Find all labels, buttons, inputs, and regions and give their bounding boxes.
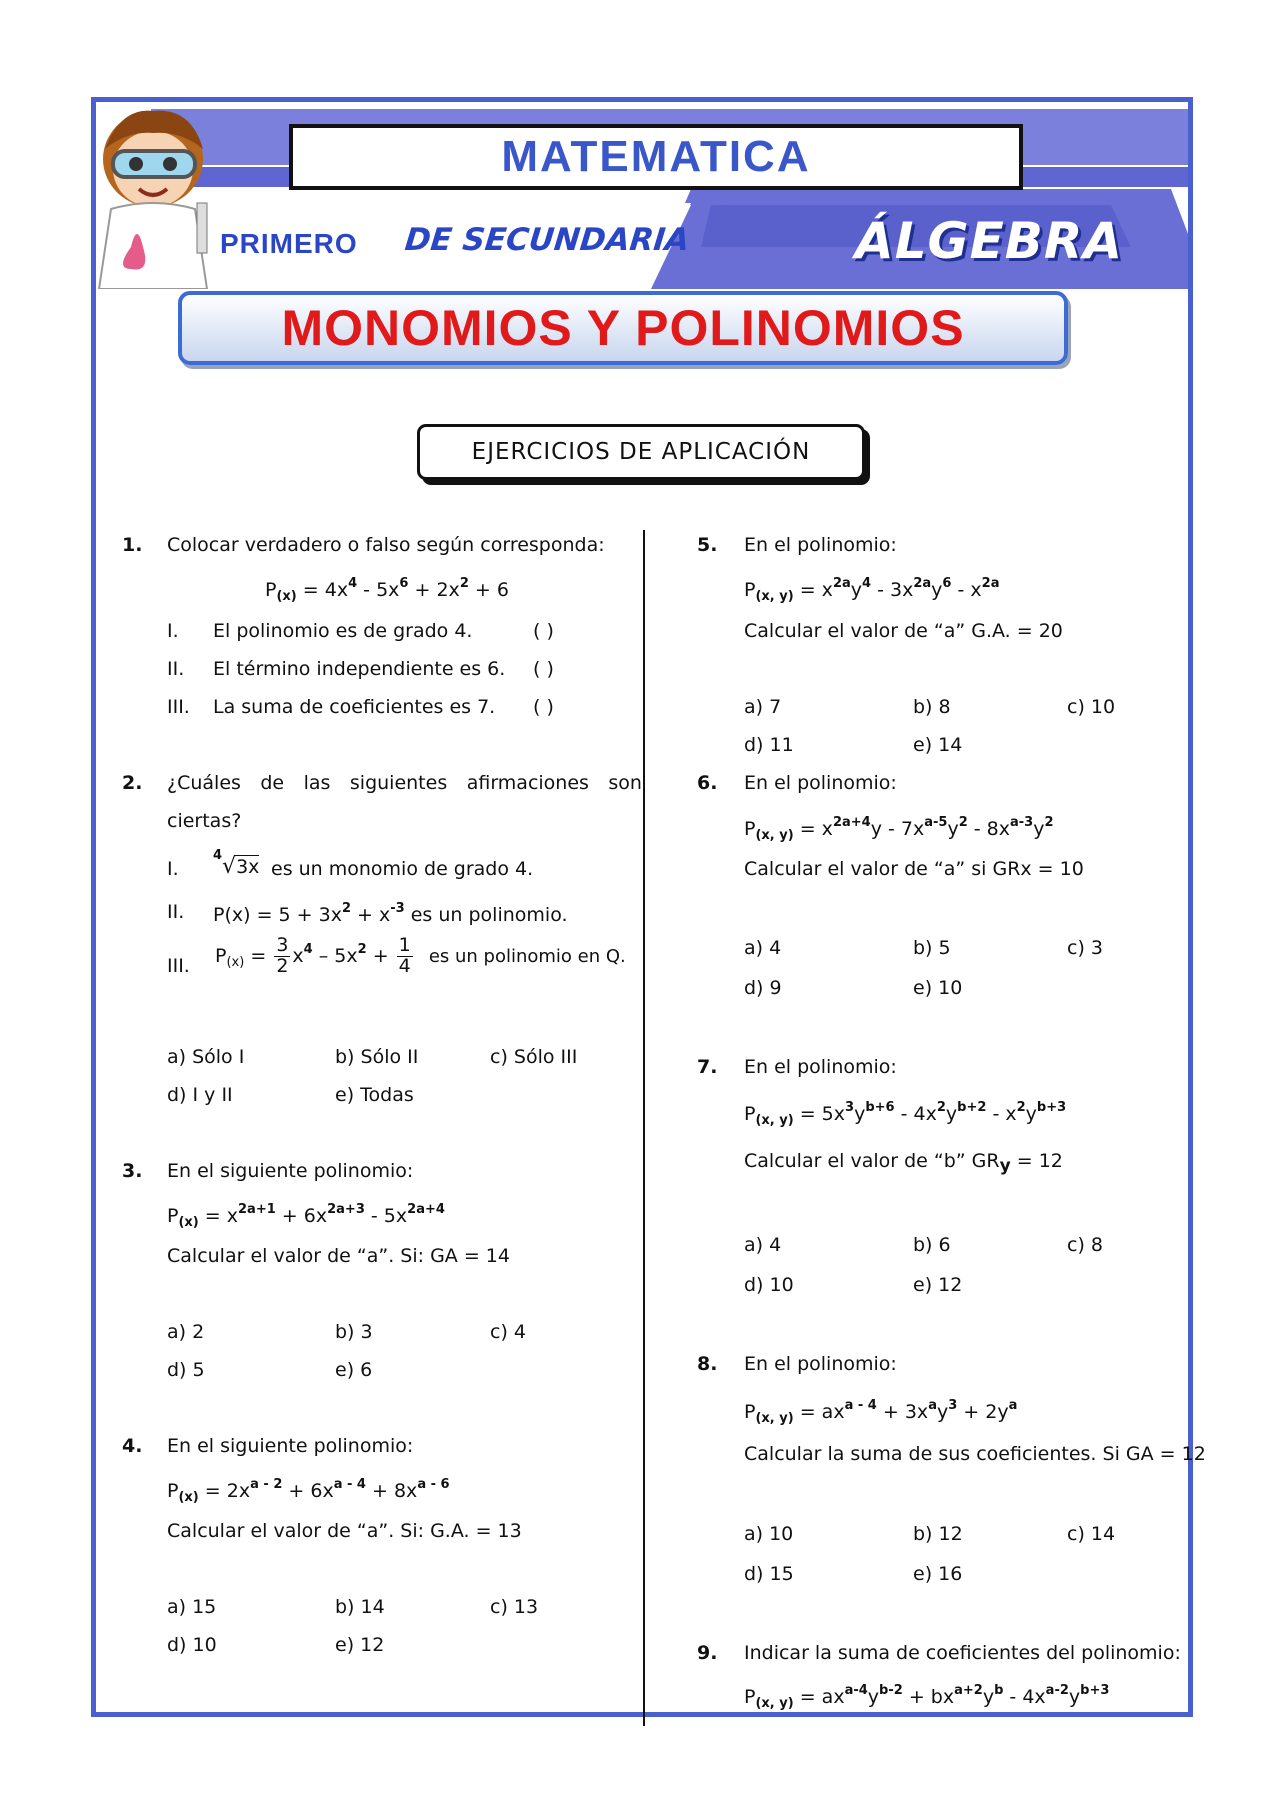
q4-option-b[interactable]: b) 14: [335, 1596, 385, 1618]
q1-item-2-num: II.: [167, 658, 185, 680]
q5-option-e[interactable]: e) 14: [913, 734, 963, 756]
q3-option-d[interactable]: d) 5: [167, 1359, 205, 1381]
q2-item-1-radical: $^4$√3x: [213, 848, 260, 879]
q7-calc: Calcular el valor de “b” GRy = 12: [744, 1150, 1063, 1176]
q7-text: En el polinomio:: [744, 1056, 897, 1078]
q6-option-e[interactable]: e) 10: [913, 977, 963, 999]
topic-title: MONOMIOS Y POLINOMIOS: [178, 291, 1068, 365]
q5-text: En el polinomio:: [744, 534, 897, 556]
q9-number: 9.: [697, 1642, 718, 1664]
q3-text: En el siguiente polinomio:: [167, 1160, 414, 1182]
q6-option-a[interactable]: a) 4: [744, 937, 782, 959]
q7-option-b[interactable]: b) 6: [913, 1234, 951, 1256]
q4-option-e[interactable]: e) 12: [335, 1634, 385, 1656]
q7-option-c[interactable]: c) 8: [1067, 1234, 1103, 1256]
q6-equation: $P_{(x, y)} = x^{2a+4}y - 7x^{a-5}y^2 - 8x^{a-3}y^2$: [744, 815, 1054, 843]
q2-option-c[interactable]: c) Sólo III: [490, 1046, 578, 1068]
section-title: EJERCICIOS DE APLICACIÓN: [417, 424, 865, 480]
q1-text: Colocar verdadero o falso según corresponda:: [167, 534, 605, 556]
q3-option-a[interactable]: a) 2: [167, 1321, 205, 1343]
q3-option-c[interactable]: c) 4: [490, 1321, 526, 1343]
q8-option-c[interactable]: c) 14: [1067, 1523, 1116, 1545]
q7-option-d[interactable]: d) 10: [744, 1274, 794, 1296]
q1-item-1-text: El polinomio es de grado 4.: [213, 620, 473, 642]
q8-calc: Calcular la suma de sus coeficientes. Si GA = 12: [744, 1443, 1206, 1465]
q9-text: Indicar la suma de coeficientes del polinomio:: [744, 1642, 1181, 1664]
q1-item-3-answer[interactable]: ( ): [533, 696, 554, 718]
q6-option-c[interactable]: c) 3: [1067, 937, 1103, 959]
q3-calc: Calcular el valor de “a”. Si: GA = 14: [167, 1245, 510, 1267]
q2-item-3-num: III.: [167, 955, 190, 977]
q4-option-c[interactable]: c) 13: [490, 1596, 539, 1618]
q5-option-c[interactable]: c) 10: [1067, 696, 1116, 718]
grade-primero: PRIMERO: [220, 228, 358, 259]
q5-calc: Calcular el valor de “a” G.A. = 20: [744, 620, 1063, 642]
q4-calc: Calcular el valor de “a”. Si: G.A. = 13: [167, 1520, 522, 1542]
q1-number: 1.: [122, 534, 143, 556]
q5-option-d[interactable]: d) 11: [744, 734, 794, 756]
q7-equation: $P_{(x, y)} = 5x^3y^{b+6} - 4x^2y^{b+2} - x^2y^{b+3}$: [744, 1100, 1067, 1128]
q5-number: 5.: [697, 534, 718, 556]
q2-text-line1: ¿Cuáles de las siguientes afirmaciones son: [167, 772, 642, 794]
q1-item-3-num: III.: [167, 696, 190, 718]
q4-number: 4.: [122, 1435, 143, 1457]
q4-option-a[interactable]: a) 15: [167, 1596, 217, 1618]
q2-text-line2: ciertas?: [167, 810, 242, 832]
q5-option-b[interactable]: b) 8: [913, 696, 951, 718]
q2-item-1-num: I.: [167, 858, 179, 880]
q2-option-a[interactable]: a) Sólo I: [167, 1046, 245, 1068]
q8-equation: $P_{(x, y)} = ax^{a - 4} + 3x^ay^3 + 2y^a$: [744, 1398, 1018, 1426]
q2-option-d[interactable]: d) I y II: [167, 1084, 233, 1106]
q1-item-2-answer[interactable]: ( ): [533, 658, 554, 680]
q8-number: 8.: [697, 1353, 718, 1375]
q8-option-d[interactable]: d) 15: [744, 1563, 794, 1585]
q8-option-e[interactable]: e) 16: [913, 1563, 963, 1585]
q3-option-b[interactable]: b) 3: [335, 1321, 373, 1343]
q2-item-2-num: II.: [167, 901, 185, 923]
q2-option-e[interactable]: e) Todas: [335, 1084, 414, 1106]
q2-option-b[interactable]: b) Sólo II: [335, 1046, 419, 1068]
q8-text: En el polinomio:: [744, 1353, 897, 1375]
q5-option-a[interactable]: a) 7: [744, 696, 782, 718]
q6-text: En el polinomio:: [744, 772, 897, 794]
q2-item-1-text: es un monomio de grado 4.: [271, 858, 534, 880]
column-divider: [643, 530, 645, 1726]
q2-item-3-equation: $P_{(x)}$ = $\frac{3}{2}$ $x^4 - 5x^2$ + $\frac{1}{4}$ es un polinomio en Q.: [215, 934, 626, 977]
q4-text: En el siguiente polinomio:: [167, 1435, 414, 1457]
q2-item-2-text: $P(x) = 5 + 3x^2 + x^{-3}$ es un polinomio.: [213, 901, 568, 926]
title-box: MATEMATICA: [289, 124, 1023, 190]
grade-secundaria: DE SECUNDARIA: [403, 222, 692, 258]
q7-number: 7.: [697, 1056, 718, 1078]
subject-algebra: ÁLGEBRA: [855, 212, 1124, 270]
q1-item-2-text: El término independiente es 6.: [213, 658, 506, 680]
q4-equation: $P_{(x)} = 2x^{a - 2} + 6x^{a - 4} + 8x^{a - 6}$: [167, 1477, 450, 1505]
q4-option-d[interactable]: d) 10: [167, 1634, 217, 1656]
q1-item-3-text: La suma de coeficientes es 7.: [213, 696, 496, 718]
q8-option-b[interactable]: b) 12: [913, 1523, 963, 1545]
q6-number: 6.: [697, 772, 718, 794]
q7-option-a[interactable]: a) 4: [744, 1234, 782, 1256]
q3-option-e[interactable]: e) 6: [335, 1359, 373, 1381]
q6-option-b[interactable]: b) 5: [913, 937, 951, 959]
q9-equation: $P_{(x, y)} = ax^{a-4}y^{b-2} + bx^{a+2}y^b - 4x^{a-2}y^{b+3}$: [744, 1683, 1110, 1711]
q5-equation: $P_{(x, y)} = x^{2a}y^4 - 3x^{2a}y^6 - x^{2a}$: [744, 576, 1000, 604]
q1-item-1-num: I.: [167, 620, 179, 642]
q2-number: 2.: [122, 772, 143, 794]
q7-option-e[interactable]: e) 12: [913, 1274, 963, 1296]
q1-item-1-answer[interactable]: ( ): [533, 620, 554, 642]
q6-option-d[interactable]: d) 9: [744, 977, 782, 999]
q3-equation: $P_{(x)} = x^{2a+1} + 6x^{2a+3} - 5x^{2a+4}$: [167, 1202, 445, 1230]
q3-number: 3.: [122, 1160, 143, 1182]
q1-equation: $P_{(x)} = 4x^4 - 5x^6 + 2x^2 + 6$: [265, 576, 509, 604]
q8-option-a[interactable]: a) 10: [744, 1523, 794, 1545]
q6-calc: Calcular el valor de “a” si GRx = 10: [744, 858, 1084, 880]
